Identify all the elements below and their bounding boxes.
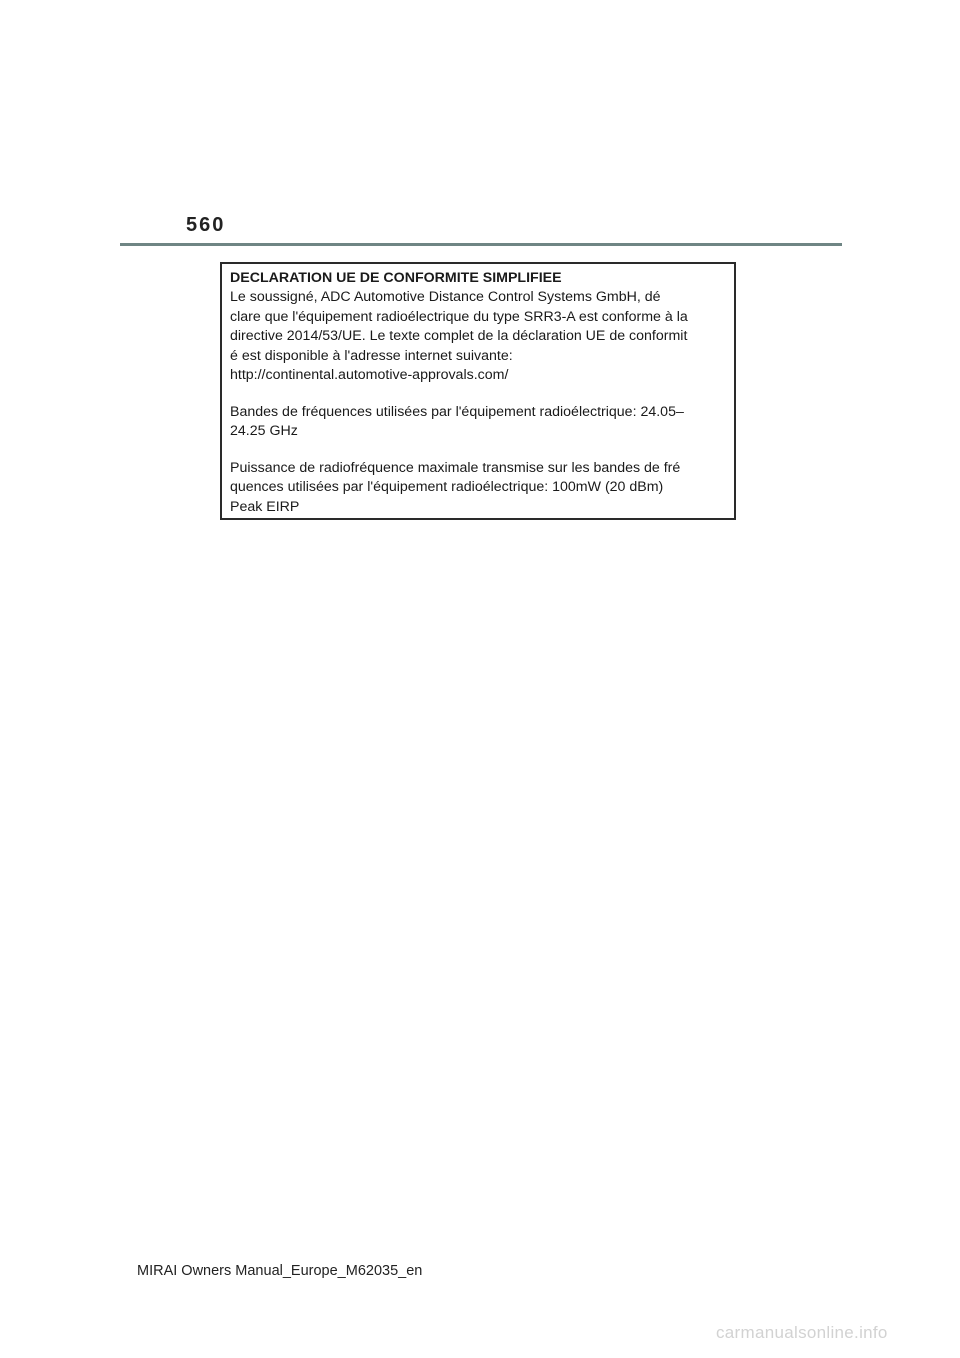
manual-footer: MIRAI Owners Manual_Europe_M62035_en xyxy=(137,1263,423,1279)
declaration-box xyxy=(220,262,736,520)
page-number: 560 xyxy=(186,214,226,236)
text-line: quences utilisées par l'équipement radioélectrique: 100mW (20 dBm) xyxy=(230,479,664,495)
declaration-paragraph-3 xyxy=(230,459,726,518)
text-line: Puissance de radiofréquence maximale transmise sur les bandes de fré xyxy=(230,459,681,476)
text-line: directive 2014/53/UE. Le texte complet de la déclaration UE de conformit xyxy=(230,328,688,344)
header-divider xyxy=(120,243,842,246)
paragraph-spacer xyxy=(230,386,726,403)
url-text: http://continental.automotive-approvals.com/ xyxy=(230,367,509,383)
declaration-paragraph-2 xyxy=(230,403,726,442)
text-line: Bandes de fréquences utilisées par l'équipement radioélectrique: 24.05– xyxy=(230,403,684,420)
text-line: é est disponible à l'adresse internet suivante: xyxy=(230,347,513,364)
text-line: Peak EIRP xyxy=(230,498,300,515)
paragraph-spacer xyxy=(230,442,726,459)
declaration-paragraph-1 xyxy=(230,288,726,386)
watermark: carmanualsonline.info xyxy=(716,1323,888,1342)
text-line: Le soussigné, ADC Automotive Distance Control Systems GmbH, dé xyxy=(230,289,661,305)
text-line: clare que l'équipement radioélectrique du type SRR3-A est conforme à la xyxy=(230,308,688,325)
declaration-title: DECLARATION UE DE CONFORMITE SIMPLIFIEE xyxy=(230,270,562,286)
text-line: 24.25 GHz xyxy=(230,423,298,439)
